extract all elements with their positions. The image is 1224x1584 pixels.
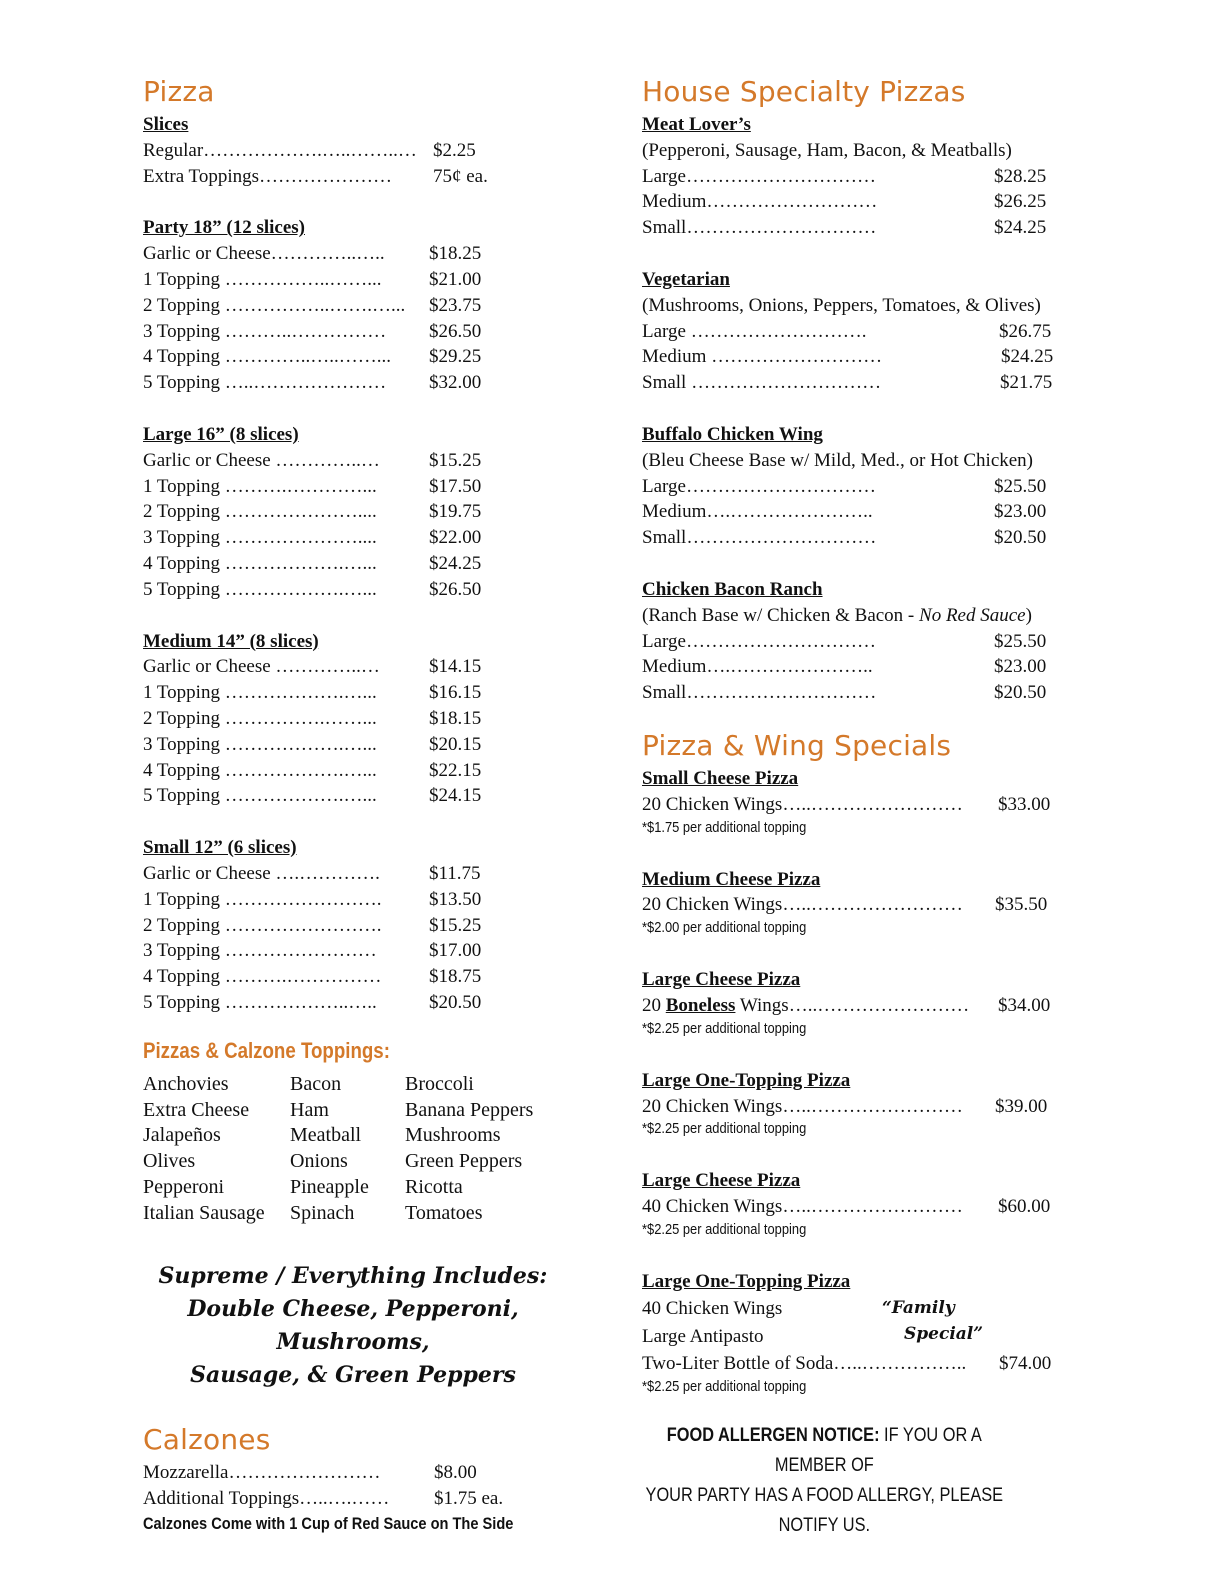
specialty-heading: Buffalo Chicken Wing	[642, 423, 823, 445]
special-note: *$2.00 per additional topping	[642, 919, 807, 937]
item-price: $2.25	[433, 139, 476, 161]
menu-row	[642, 1194, 1082, 1220]
special-item	[642, 1068, 1082, 1140]
item-label: Large…………………………	[642, 165, 876, 187]
menu-row	[143, 344, 613, 370]
item-label: Medium ………………………	[642, 346, 883, 368]
special-item	[642, 766, 1082, 838]
item-price: $18.15	[429, 707, 482, 729]
menu-row	[642, 215, 1082, 241]
specialty-heading: Chicken Bacon Ranch	[642, 578, 823, 600]
slices-section	[143, 112, 613, 189]
item-price: $29.25	[429, 346, 482, 368]
supreme-line-2: Double Cheese, Pepperoni, Mushrooms,	[187, 1296, 519, 1356]
topping-item: Ricotta	[405, 1175, 463, 1198]
item-label: 3 Topping ……………….…...	[143, 733, 377, 755]
menu-row	[143, 1460, 613, 1486]
item-price: $25.50	[994, 475, 1047, 497]
menu-row	[642, 892, 1082, 918]
family-special-badge	[882, 1295, 983, 1347]
special-heading: Large One-Topping Pizza	[642, 1069, 851, 1091]
item-price: $33.00	[998, 793, 1051, 815]
item-price: $34.00	[998, 994, 1051, 1016]
family-special	[642, 1269, 1082, 1397]
item-price: $23.00	[994, 501, 1047, 523]
supreme-line-1: Supreme / Everything Includes:	[158, 1263, 548, 1290]
label-bold: Boneless	[665, 994, 736, 1016]
item-price: $21.75	[1000, 372, 1053, 394]
item-label: 2 Topping ……………..…….…...	[143, 294, 406, 316]
item-price: $18.75	[429, 966, 482, 988]
item-label: 2 Topping …………………….	[143, 914, 382, 936]
menu-row	[642, 164, 1082, 190]
item-label: Garlic or Cheese …………..…	[143, 449, 380, 471]
menu-row	[642, 792, 1082, 818]
menu-row	[143, 241, 613, 267]
label-text: Wings…..……………………	[735, 994, 970, 1016]
menu-row	[642, 654, 1082, 680]
item-label: 20 Chicken Wings…..……………………	[642, 894, 963, 916]
special-note: *$2.25 per additional topping	[642, 1019, 807, 1037]
menu-row	[642, 680, 1082, 706]
size-heading: Party 18” (12 slices)	[143, 217, 305, 239]
topping-item: Italian Sausage	[143, 1201, 265, 1224]
item-price: $20.50	[429, 991, 482, 1013]
menu-row	[642, 525, 1082, 551]
item-price: $20.15	[429, 733, 482, 755]
desc-text: (Ranch Base w/ Chicken & Bacon -	[642, 604, 920, 626]
supreme-line-3: Sausage, & Green Peppers	[190, 1362, 516, 1389]
item-label: Large ……………………….	[642, 320, 867, 342]
menu-row	[143, 370, 613, 396]
calzones-title: Calzones	[143, 1423, 271, 1457]
item-price: $8.00	[434, 1462, 477, 1484]
special-heading: Large One-Topping Pizza	[642, 1270, 851, 1292]
item-price: $32.00	[429, 372, 482, 394]
label-text: 20	[642, 994, 666, 1016]
item-price: $19.75	[429, 501, 482, 523]
item-price: $28.25	[994, 165, 1047, 187]
allergen-line-1	[642, 1421, 1007, 1481]
menu-row	[143, 758, 613, 784]
desc-text: )	[1025, 604, 1032, 626]
menu-row	[642, 629, 1082, 655]
menu-row	[642, 1295, 1082, 1322]
large-size-section	[143, 422, 613, 603]
specialty-pizza	[642, 112, 1082, 241]
item-label: 40 Chicken Wings	[642, 1297, 783, 1319]
item-label: Mozzarella……………………	[143, 1462, 381, 1484]
topping-item: Bacon	[290, 1072, 342, 1095]
item-price: 75¢ ea.	[433, 165, 488, 187]
menu-row	[642, 344, 1082, 370]
item-price: $24.25	[994, 217, 1047, 239]
topping-item: Pepperoni	[143, 1175, 225, 1198]
item-label: Regular……………….…..……..…	[143, 139, 417, 161]
item-label: 1 Topping ……………..……...	[143, 268, 382, 290]
menu-row	[642, 370, 1082, 396]
specialty-heading: Meat Lover’s	[642, 114, 751, 135]
menu-row	[143, 887, 613, 913]
item-label: 5 Topping ……………….…...	[143, 578, 377, 600]
item-price: $11.75	[429, 862, 481, 884]
menu-row	[642, 1094, 1082, 1120]
special-item	[642, 1168, 1082, 1240]
allergen-label: FOOD ALLERGEN NOTICE:	[666, 1424, 880, 1446]
specialty-description: (Pepperoni, Sausage, Ham, Bacon, & Meatballs)	[642, 139, 1012, 161]
menu-row	[143, 293, 613, 319]
family-special-body	[642, 1295, 1082, 1351]
item-price: $35.50	[995, 894, 1048, 916]
supreme-callout	[143, 1260, 563, 1392]
party-size-section	[143, 215, 613, 396]
special-heading: Large Cheese Pizza	[642, 969, 801, 991]
special-heading: Medium Cheese Pizza	[642, 868, 821, 890]
menu-row	[143, 706, 613, 732]
special-item	[642, 867, 1082, 939]
menu-row	[143, 499, 613, 525]
item-price: $74.00	[999, 1352, 1052, 1374]
toppings-section	[143, 1036, 613, 1227]
item-label: 4 Topping ……….……………	[143, 966, 382, 988]
menu-row	[143, 474, 613, 500]
topping-item: Green Peppers	[405, 1150, 523, 1173]
item-label: 5 Topping ……………….…...	[143, 785, 377, 807]
item-price: $24.25	[429, 552, 482, 574]
topping-item: Extra Cheese	[143, 1098, 250, 1121]
allergen-notice	[642, 1421, 1007, 1541]
item-price: $22.00	[429, 527, 482, 549]
topping-item: Onions	[290, 1150, 348, 1173]
item-label: Two-Liter Bottle of Soda…..……………..	[642, 1352, 967, 1374]
item-label: Large Antipasto	[642, 1325, 764, 1347]
item-price: $60.00	[998, 1196, 1051, 1218]
menu-row	[143, 783, 613, 809]
topping-item: Meatball	[290, 1124, 362, 1147]
item-label: 4 Topping ……………….…...	[143, 552, 377, 574]
size-heading: Medium 14” (8 slices)	[143, 630, 319, 652]
item-price: $16.15	[429, 682, 482, 704]
menu-row	[143, 448, 613, 474]
item-price: $21.00	[429, 268, 482, 290]
item-price: $1.75 ea.	[434, 1488, 504, 1510]
item-label: 20 Chicken Wings…..……………………	[642, 1095, 963, 1117]
item-price: $17.50	[429, 475, 482, 497]
right-column	[642, 72, 1082, 1541]
specialty-pizza	[642, 577, 1082, 706]
specialty-title: House Specialty Pizzas	[642, 75, 966, 108]
desc-italic: No Red Sauce	[919, 604, 1026, 626]
item-label: 4 Topping ……………….…...	[143, 759, 377, 781]
item-price: $17.00	[429, 940, 482, 962]
item-price: $24.15	[429, 785, 482, 807]
item-price: $20.50	[994, 527, 1047, 549]
pizza-title: Pizza	[143, 75, 215, 108]
specialty-pizza	[642, 267, 1082, 396]
size-heading: Large 16” (8 slices)	[143, 423, 299, 445]
item-label: 4 Topping …………..…..……...	[143, 346, 391, 368]
allergen-text: IF YOU OR A MEMBER OF	[774, 1424, 982, 1476]
small-size-section	[143, 835, 613, 1016]
item-label: 40 Chicken Wings…..……………………	[642, 1196, 963, 1218]
item-price: $15.25	[429, 914, 482, 936]
topping-item: Pineapple	[290, 1175, 369, 1198]
specialty-description: (Mushrooms, Onions, Peppers, Tomatoes, & Olives)	[642, 294, 1041, 316]
item-label: Medium………………………	[642, 191, 878, 213]
item-label: Garlic or Cheese…………..…..	[143, 243, 385, 265]
item-label	[642, 995, 969, 1016]
menu-row	[642, 319, 1082, 345]
item-label: Small …………………………	[642, 372, 882, 394]
topping-item: Anchovies	[143, 1072, 229, 1095]
medium-size-section	[143, 629, 613, 810]
menu-row	[143, 1486, 613, 1512]
item-label: 20 Chicken Wings…..……………………	[642, 793, 963, 815]
topping-item: Ham	[290, 1098, 329, 1121]
menu-row	[143, 138, 613, 164]
item-price: $23.75	[429, 294, 482, 316]
slices-heading: Slices	[143, 114, 189, 135]
item-label: 2 Topping …………………....	[143, 501, 377, 523]
menu-row	[642, 1351, 1082, 1377]
item-label: Small…………………………	[642, 682, 877, 704]
item-label: Garlic or Cheese …………..…	[143, 656, 380, 678]
item-label: Extra Toppings…………………	[143, 165, 393, 187]
item-label: Medium….…………………..	[642, 501, 873, 523]
item-label: Small…………………………	[642, 217, 877, 239]
menu-row	[143, 267, 613, 293]
item-price: $25.50	[994, 630, 1047, 652]
specials-title: Pizza & Wing Specials	[642, 728, 952, 762]
item-label: Medium….…………………..	[642, 656, 873, 678]
item-label: 1 Topping ……….…………...	[143, 475, 377, 497]
size-heading: Small 12” (6 slices)	[143, 837, 297, 859]
menu-row	[143, 938, 613, 964]
allergen-line-2: YOUR PARTY HAS A FOOD ALLERGY, PLEASE NOTIFY US.	[645, 1484, 1004, 1536]
menu-row	[143, 861, 613, 887]
menu-row	[143, 732, 613, 758]
menu-row	[642, 189, 1082, 215]
item-price: $26.75	[999, 320, 1052, 342]
special-note: *$2.25 per additional topping	[642, 1220, 807, 1238]
item-label: 1 Topping ……………….…...	[143, 682, 377, 704]
menu-row	[143, 525, 613, 551]
item-label: 3 Topping …………………....	[143, 527, 377, 549]
special-heading: Small Cheese Pizza	[642, 767, 799, 789]
topping-item: Mushrooms	[405, 1124, 501, 1147]
family-badge-line-1: “Family	[882, 1297, 955, 1318]
item-price: $39.00	[995, 1095, 1048, 1117]
item-label: 3 Topping ……………………	[143, 940, 377, 962]
menu-row	[143, 164, 613, 190]
menu-row	[642, 993, 1082, 1019]
item-price: $26.50	[429, 578, 482, 600]
menu-row	[143, 577, 613, 603]
item-price: $13.50	[429, 888, 482, 910]
item-label: Additional Toppings…..….……	[143, 1488, 390, 1510]
topping-item: Banana Peppers	[405, 1098, 534, 1121]
calzones-note: Calzones Come with 1 Cup of Red Sauce on The Side	[143, 1514, 514, 1534]
special-note: *$2.25 per additional topping	[642, 1120, 807, 1138]
item-label: 5 Topping ………………..…..	[143, 991, 377, 1013]
menu-row	[143, 680, 613, 706]
specialty-description: (Bleu Cheese Base w/ Mild, Med., or Hot Chicken)	[642, 449, 1034, 471]
item-price: $23.00	[994, 656, 1047, 678]
menu-row	[642, 499, 1082, 525]
item-label: 1 Topping …………………….	[143, 888, 382, 910]
item-label: 2 Topping …………….……...	[143, 707, 377, 729]
menu-row	[143, 319, 613, 345]
menu-row	[642, 1322, 1082, 1351]
item-label: Large…………………………	[642, 475, 876, 497]
special-note: *$2.25 per additional topping	[642, 1377, 807, 1395]
special-heading: Large Cheese Pizza	[642, 1170, 801, 1192]
special-note: *$1.75 per additional topping	[642, 818, 807, 836]
item-price: $18.25	[429, 243, 482, 265]
item-price: $20.50	[994, 682, 1047, 704]
item-label: 5 Topping …..…………………	[143, 372, 387, 394]
item-price: $14.15	[429, 656, 482, 678]
item-label: Small…………………………	[642, 527, 877, 549]
item-price: $24.25	[1001, 346, 1054, 368]
menu-row	[143, 990, 613, 1016]
special-item	[642, 967, 1082, 1039]
specialty-description	[642, 603, 1082, 629]
toppings-grid	[143, 1072, 613, 1227]
item-price: $15.25	[429, 449, 482, 471]
family-badge-line-2: Special”	[904, 1323, 984, 1344]
topping-item: Olives	[143, 1150, 196, 1173]
item-label: 3 Topping ………..……………	[143, 320, 387, 342]
item-label: Garlic or Cheese ….………….	[143, 862, 380, 884]
specialty-pizza	[642, 422, 1082, 551]
menu-row	[143, 551, 613, 577]
menu-row	[143, 654, 613, 680]
item-price: $22.15	[429, 759, 482, 781]
toppings-title: Pizzas & Calzone Toppings:	[143, 1037, 390, 1063]
calzones-section	[143, 1420, 613, 1536]
item-label: Large…………………………	[642, 630, 876, 652]
menu-row	[143, 913, 613, 939]
topping-item: Spinach	[290, 1201, 355, 1224]
item-price: $26.50	[429, 320, 482, 342]
topping-item: Tomatoes	[405, 1201, 483, 1224]
item-price: $26.25	[994, 191, 1047, 213]
menu-row	[143, 964, 613, 990]
specialty-heading: Vegetarian	[642, 268, 730, 290]
menu-row	[642, 474, 1082, 500]
topping-item: Jalapeños	[143, 1124, 221, 1147]
left-column	[143, 72, 613, 1536]
topping-item: Broccoli	[405, 1072, 474, 1095]
